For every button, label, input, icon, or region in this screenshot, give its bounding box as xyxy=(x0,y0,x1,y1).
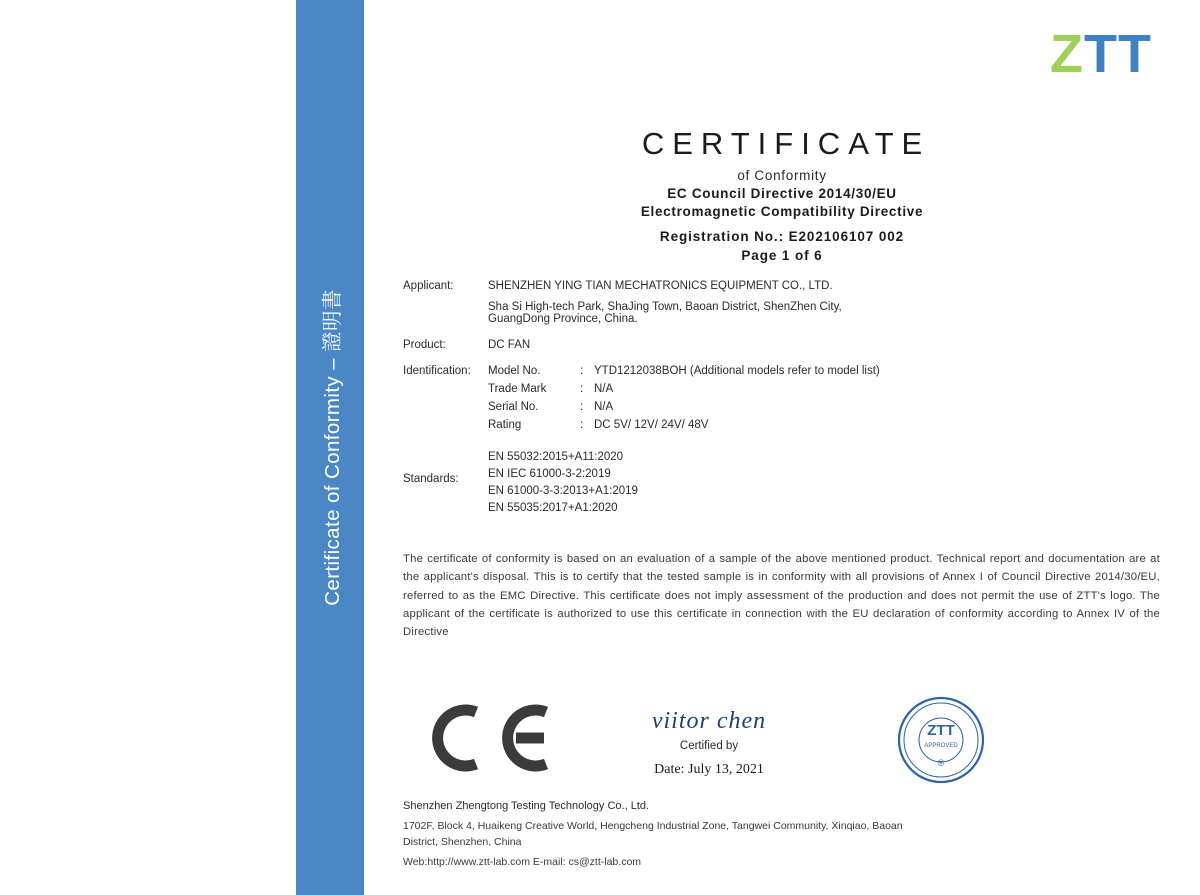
identification-key-2: Serial No. xyxy=(488,401,539,413)
applicant-row xyxy=(403,280,1163,325)
certified-by-label: Certified by xyxy=(679,740,739,752)
footer-address-line-2: District, Shenzhen, China xyxy=(403,836,522,849)
identification-table-wrap xyxy=(488,365,1163,437)
identification-sep-3: : xyxy=(580,419,584,431)
identification-value-3: DC 5V/ 12V/ 24V/ 48V xyxy=(594,419,709,431)
table-row xyxy=(488,365,1163,383)
identification-value-1: N/A xyxy=(594,383,614,395)
product-row xyxy=(403,339,1163,351)
table-row xyxy=(488,401,1163,419)
ce-mark-icon xyxy=(424,702,554,774)
certificate-document xyxy=(364,0,1200,895)
logo-letter-t2: T xyxy=(1118,24,1152,84)
ztt-logo xyxy=(1050,24,1152,84)
identification-key-1: Trade Mark xyxy=(488,383,547,395)
product-value: DC FAN xyxy=(488,339,531,351)
applicant-address-line-1: Sha Si High-tech Park, ShaJing Town, Baoan District, ShenZhen City, xyxy=(488,301,842,313)
sidebar-band xyxy=(296,0,364,895)
table-row xyxy=(488,419,1163,437)
applicant-value xyxy=(488,280,1163,325)
title-block xyxy=(364,126,1200,219)
svg-text:ZTT: ZTT xyxy=(927,722,955,739)
registration-number: Registration No.: E202106107 002 xyxy=(659,229,905,244)
signature-block xyxy=(564,708,854,778)
identification-value-2: N/A xyxy=(594,401,614,413)
list-item: EN 55032:2015+A11:2020 xyxy=(488,451,624,463)
svg-text:APPROVED: APPROVED xyxy=(924,743,958,749)
signature-area xyxy=(364,690,1200,795)
list-item: EN 55035:2017+A1:2020 xyxy=(488,502,618,514)
identification-key-3: Rating xyxy=(488,419,522,431)
identification-sep-0: : xyxy=(580,365,584,377)
logo-letter-t1: T xyxy=(1084,24,1118,84)
identification-table xyxy=(488,365,1163,437)
product-label: Product: xyxy=(403,339,446,351)
page-number: Page 1 of 6 xyxy=(741,248,823,263)
title-directive-name: Electromagnetic Compatibility Directive xyxy=(640,204,924,219)
title-subtitle-conformity: of Conformity xyxy=(737,168,827,183)
table-row xyxy=(488,383,1163,401)
identification-row xyxy=(403,365,1163,437)
page-title: CERTIFICATE xyxy=(641,126,931,161)
standards-list xyxy=(488,451,638,519)
certificate-date: Date: July 13, 2021 xyxy=(654,762,764,777)
applicant-name: SHENZHEN YING TIAN MECHATRONICS EQUIPMENT CO., LTD. xyxy=(488,280,833,292)
identification-sep-1: : xyxy=(580,383,584,395)
approval-stamp-icon xyxy=(884,690,999,790)
standards-label: Standards: xyxy=(403,473,459,485)
details-section xyxy=(403,280,1163,519)
footer-contact: Web:http://www.ztt-lab.com E-mail: cs@ztt-lab.com xyxy=(403,855,642,868)
footer xyxy=(403,798,1163,870)
logo-letter-z: Z xyxy=(1050,24,1084,84)
applicant-label: Applicant: xyxy=(403,280,454,292)
footer-address-line-1: 1702F, Block 4, Huaikeng Creative World, Hengcheng Industrial Zone, Tangwei Community, Xinqiao, Baoan xyxy=(403,820,903,833)
applicant-address-line-2: GuangDong Province, China. xyxy=(488,313,638,325)
conformity-statement: The certificate of conformity is based on an evaluation of a sample of the above mentioned product. Technical report and documentation are at the applicant's disposal. This is to certify that the tested sample is in conformity with all provisions of Annex I of Council Directive 2014/30/EU, referred to as the EMC Directive. This certificate does not imply assessment of the production and does not permit the use of ZTT's logo. The applicant of the certificate is authorized to use this certificate in connection with the EU declaration of conformity according to Annex IV of the Directive xyxy=(403,553,1160,639)
handwritten-signature: viitor chen xyxy=(651,708,767,734)
sidebar-vertical-title: Certificate of Conformity – 證明書 xyxy=(321,289,344,606)
identification-value-0: YTD1212038BOH (Additional models refer to model list) xyxy=(594,365,880,377)
identification-key-0: Model No. xyxy=(488,365,541,377)
standards-row xyxy=(403,451,1163,519)
list-item: EN 61000-3-3:2013+A1:2019 xyxy=(488,485,638,497)
footer-company: Shenzhen Zhengtong Testing Technology Co., Ltd. xyxy=(403,800,650,812)
identification-sep-2: : xyxy=(580,401,584,413)
registration-block xyxy=(364,229,1200,263)
list-item: EN IEC 61000-3-2:2019 xyxy=(488,468,611,480)
svg-text:®: ® xyxy=(937,758,945,768)
title-directive: EC Council Directive 2014/30/EU xyxy=(667,186,897,201)
identification-label: Identification: xyxy=(403,365,471,377)
